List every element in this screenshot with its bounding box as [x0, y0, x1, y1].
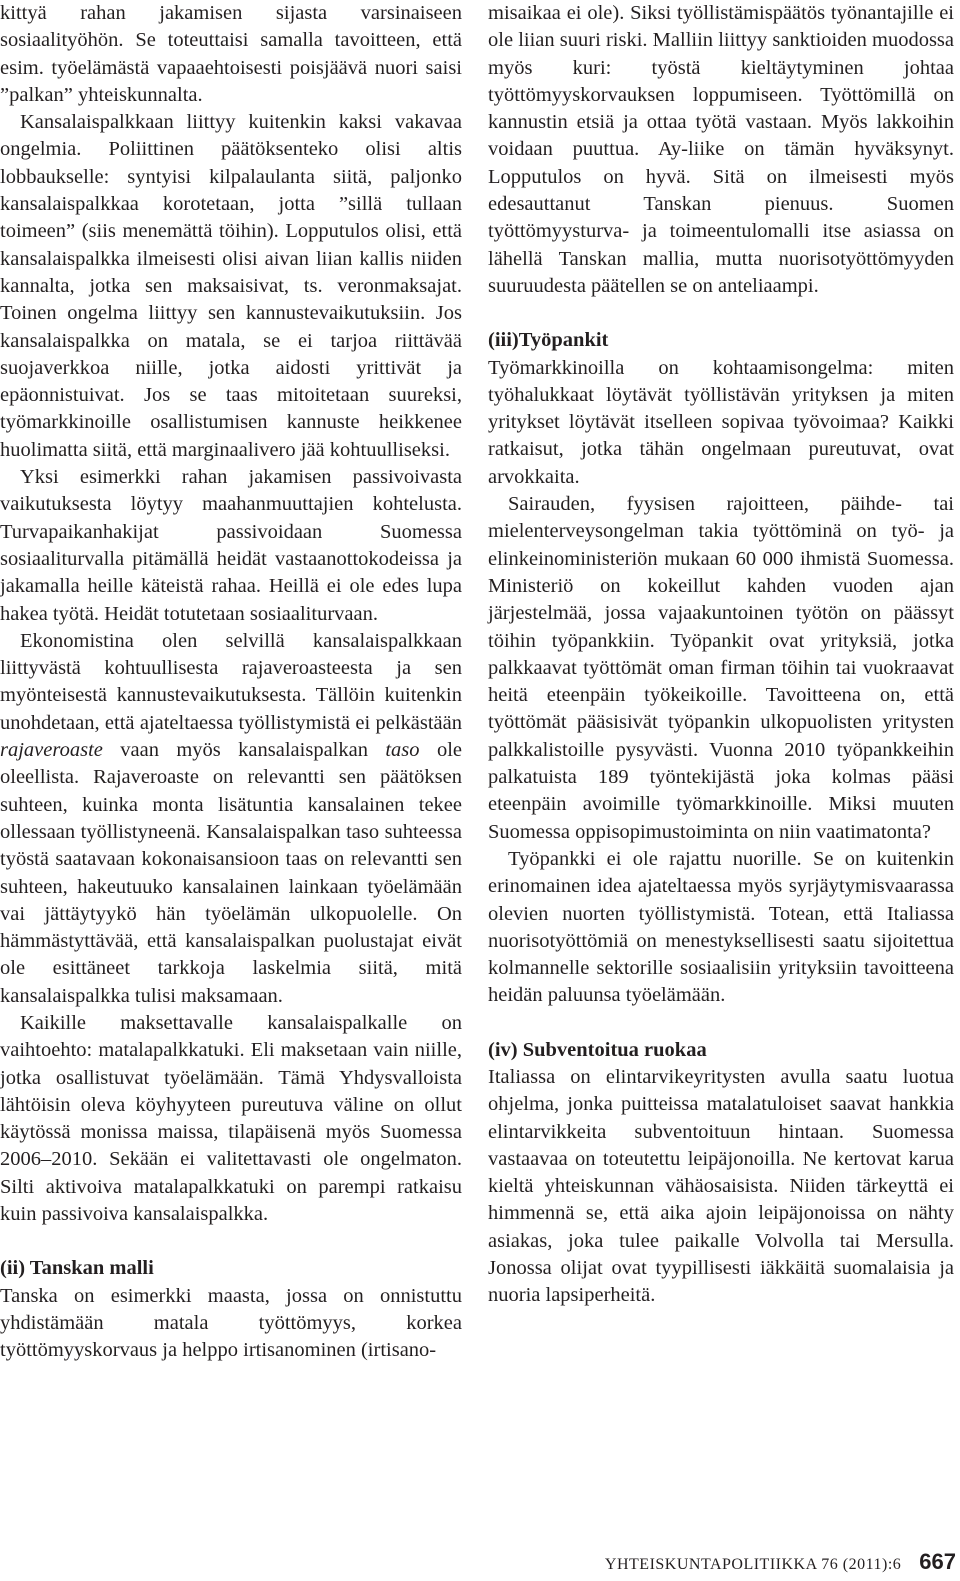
paragraph — [0, 628, 462, 1010]
text-span: vaan myös kansalaispalkan — [102, 739, 386, 762]
paragraph: misaikaa ei ole). Siksi työllistämispäätös työnantajille ei ole liian suuri riski. Malliin liittyy sanktioiden muodossa myös kuri: työstä kieltäytyminen johtaa työttömyyskorvauksen loppumiseen. Työttömillä on kannustin etsiä ja ottaa työtä vastaan. Myös lakkoihin voidaan puuttua. Ay-liike on tämän hyväksynyt. Lopputulos on hyvä. Sitä on ilmeisesti myös edesauttanut Tanskan pienuus. Suomen työttömyysturva- ja toimeentulomalli itse asiassa on lähellä Tanskan mallia, mutta nuorisotyöttömyyden suuruudesta päätellen se on anteliaampi. — [488, 2, 954, 297]
paragraph: Yksi esimerkki rahan jakamisen passivoivasta vaikutuksesta löytyy maahanmuuttajien kohtelusta. Turvapaikanhakijat passivoidaan Suomessa sosiaaliturvalla pitämällä heidät vastaanottokodeissa ja jakamalla heille käteistä rahaa. Heillä ei ole edes lupa hakea työtä. Heidät totutetaan sosiaaliturvaan. — [0, 466, 462, 625]
paragraph: Tanska on esimerkki maasta, jossa on onnistuttu yhdistämään matala työttömyys, korkea työttömyyskorvaus ja helppo irtisanominen (irtisano- — [0, 1284, 462, 1362]
paragraph: Italiassa on elintarvikeyritysten avulla saatu luotua ohjelma, jonka puitteissa matalatuloiset saavat hankkia elintarvikkeita subventoituun hintaan. Suomessa vastaavaa on toteutettu leipäjonoilla. Ne kertovat karua kieltä yhteiskunnan vähäosaisista. Niiden tärkeyttä ei himmennä se, että aika ajoin leipäjonoissa on nähty asiakas, joka tulee paikalle Volvolla tai Mersulla. Jonossa olijat ovat tyypillisesti iäkkäitä suomalaisia ja nuoria lapsiperheitä. — [488, 1065, 954, 1307]
paragraph: Kansalaispalkkaan liittyy kuitenkin kaksi vakavaa ongelmia. Poliittinen päätöksenteko olisi altis lobbaukselle: syntyisi kilpalaulanta siitä, paljonko kansalaispalkkaa korotetaan, jotta ”sillä tullaan toimeen” (siis menemättä töihin). Lopputulos olisi, että kansalaispalkka ilmeisesti olisi aivan liian kallis niiden kannalta, jotka sen maksaisivat, ts. veronmaksajat. Toinen ongelma liittyy sen kannustevaikutuksiin. Jos kansalaispalkka on matala, se ei tarjoa riittävää suojaverkkoa niille, jotka aidosti yrittivät ja epäonnistuivat. Jos se taas mitoitetaan suureksi, työmarkkinoille osallistumisen kannuste heikkenee huolimatta siitä, että marginaalivero jää kohtuulliseksi. — [0, 111, 462, 461]
left-column — [0, 0, 462, 1365]
italic-term: rajaveroaste — [0, 739, 103, 762]
text-span: Ekonomistina olen selvillä kansalaispalkkaan liittyvästä kohtuullisesta rajaveroasteesta ja sen myönteisestä kannustevaikutuksesta. Tällöin kuitenkin unohdetaan, että ajateltaessa työllistymistä ei pelkästään — [0, 629, 462, 734]
italic-term: taso — [385, 739, 420, 762]
journal-name: YHTEISKUNTAPOLITIIKKA 76 (2011):6 — [604, 1556, 902, 1573]
paragraph: kittyä rahan jakamisen sijasta varsinaiseen sosiaalityöhön. Se toteuttaisi samalla tavoitteen, että esim. työelämästä vapaaehtoisesti poisjäävä nuori saisi ”palkan” yhteiskunnalta. — [0, 2, 462, 106]
page-number: 667 — [919, 1549, 956, 1574]
section-heading: (ii) Tanskan malli — [0, 1257, 154, 1280]
paragraph: Työpankki ei ole rajattu nuorille. Se on kuitenkin erinomainen idea ajateltaessa myös syrjäytymisvaarassa olevien nuorten työllistymistä. Totean, että Italiassa nuorisotyöttömiä on menestyksellisesti saatu sijoitettua kolmannelle sektorille sosiaalisiin yrityksiin tavoitteena heidän paluunsa työelämään. — [488, 847, 954, 1007]
paragraph: Sairauden, fyysisen rajoitteen, päihde- tai mielenterveysongelman takia työttöminä on työ- ja elinkeinoministeriön mukaan 60 000 ihmistä Suomessa. Ministeriö on kokeillut kahden vuoden ajan järjestelmää, jossa vajaakuntoinen työtön on päässyt töihin työpankkiin. Työpankit ovat yrityksiä, jotka palkkaavat työttömät oman firman töihin tai vuokraavat heitä eteenpäin työkeikoille. Tavoitteena on, että työttömät pääsisivät työpankin ulkopuolisten yritysten palkkalistoille pysyvästi. Vuonna 2010 työpankkeihin palkatuista 189 työntekijästä joka kolmas pääsi eteenpäin avoimille työmarkkinoille. Miksi muuten Suomessa oppisopimustoiminta on niin vaatimatonta? — [488, 493, 954, 843]
paragraph: Kaikille maksettavalle kansalaispalkalle on vaihtoehto: matalapalkkatuki. Eli maksetaan vain niille, jotka osallistuvat työelämään. Tämä Yhdysvalloista lähtöisin oleva köyhyyteen pureutuva väline on ollut käytössä monissa maissa, tilapäisenä myös Suomessa 2006–2010. Sekään ei valitettavasti ole ongelmaton. Silti aktivoiva matalapalkkatuki on parempi ratkaisu kuin passivoiva kansalaispalkka. — [0, 1011, 462, 1226]
text-span: ole oleellista. Rajaveroaste on relevantti sen päätöksen suhteen, kuinka monta lisätuntia kansalainen tekee ollessaan työllistyneenä. Kansalaispalkan taso suhteessa työstä saatavaan kokonaisansioon taas on relevantti sen suhteen, hakeutuuko kansalainen lainkaan työelämään vai jättäytyykö hän työelämän ulkopuolelle. On hämmästyttävää, että kansalaispalkan puolustajat eivät ole esittäneet tarkkoja laskelmia siitä, mitä kansalaispalkka tulisi maksamaan. — [0, 739, 462, 1007]
section-heading: (iii)Työpankit — [488, 329, 609, 352]
paragraph: Työmarkkinoilla on kohtaamisongelma: miten työhalukkaat löytävät työllistävän yrityksen ja miten yritykset löytävät itselleen sopivaa työvoimaa? Kaikki ratkaisut, jotka tähän ongelmaan pureutuvat, ovat arvokkaita. — [488, 356, 954, 488]
section-heading: (iv) Subventoitua ruokaa — [488, 1038, 707, 1061]
right-column — [488, 0, 954, 1310]
page-footer — [605, 1549, 956, 1575]
